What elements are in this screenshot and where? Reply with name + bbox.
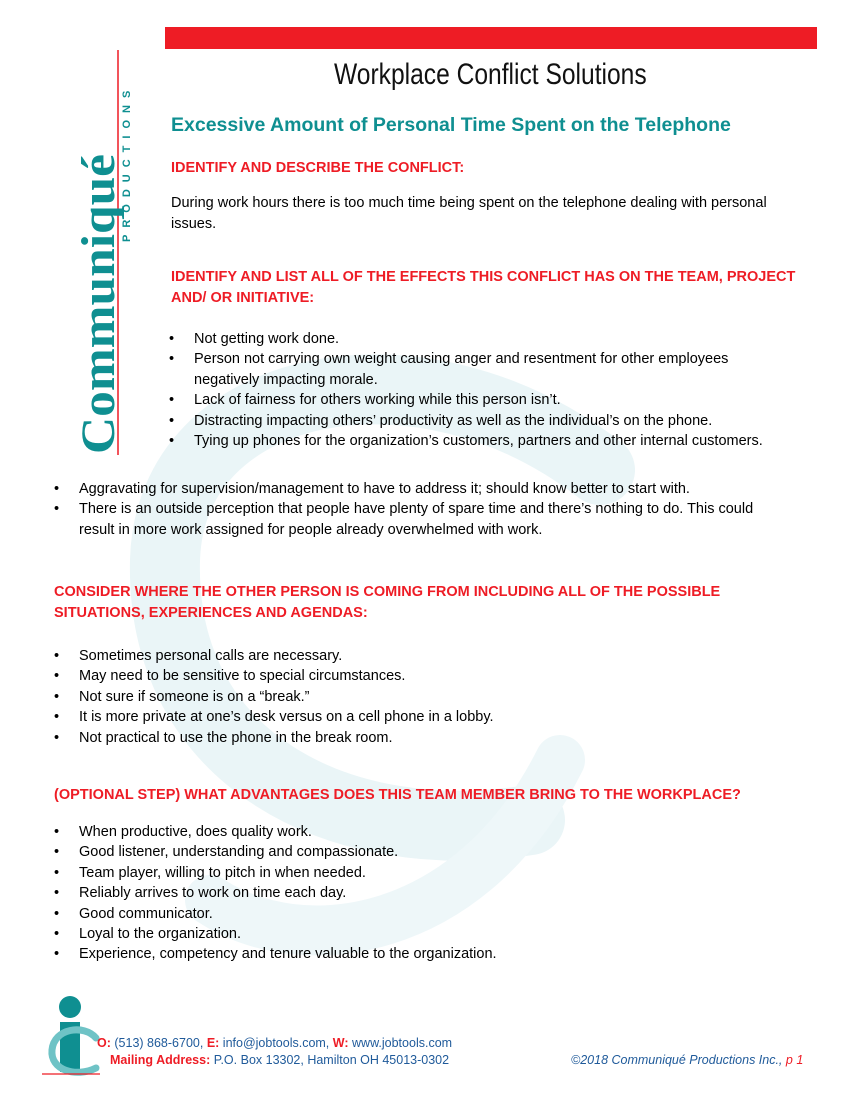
section-1-text: During work hours there is too much time being spent on the telephone dealing with personal issues. <box>171 195 767 232</box>
mailing-address: P.O. Box 13302, Hamilton OH 45013-0302 <box>213 1053 450 1067</box>
list-item: • When productive, does quality work. <box>54 822 774 842</box>
footer-contact <box>97 1036 452 1050</box>
footer-mailing <box>110 1053 449 1067</box>
header-bar <box>165 27 817 49</box>
list-item: • Sometimes personal calls are necessary. <box>54 646 774 666</box>
email-link[interactable]: info@jobtools.com, <box>222 1036 330 1050</box>
email-label: E: <box>206 1036 220 1050</box>
list-item: • Not practical to use the phone in the break room. <box>54 728 774 748</box>
list-item: • Distracting impacting others’ productivity as well as the individual’s on the phone. <box>169 411 789 431</box>
section-2-list <box>169 329 789 451</box>
list-item: • Not getting work done. <box>169 329 789 349</box>
section-3-list <box>54 646 774 748</box>
list-item: • Not sure if someone is on a “break.” <box>54 687 774 707</box>
list-item: • Person not carrying own weight causing anger and resentment for other employees negatively impacting morale. <box>169 349 789 390</box>
company-logo-vertical <box>70 50 140 460</box>
web-label: W: <box>332 1036 349 1050</box>
section-4-heading: (OPTIONAL STEP) WHAT ADVANTAGES DOES THIS TEAM MEMBER BRING TO THE WORKPLACE? <box>54 787 741 803</box>
phone-number: (513) 868-6700, <box>114 1036 204 1050</box>
list-item: • It is more private at one’s desk versus on a cell phone in a lobby. <box>54 707 774 727</box>
page-number: p 1 <box>785 1053 804 1067</box>
list-item: • Good listener, understanding and compassionate. <box>54 842 774 862</box>
list-item: • Reliably arrives to work on time each day. <box>54 883 774 903</box>
section-2-list-wide <box>54 479 774 540</box>
section-1-heading: IDENTIFY AND DESCRIBE THE CONFLICT: <box>171 160 465 176</box>
list-item: • Aggravating for supervision/management to have to address it; should know better to start with. <box>54 479 774 499</box>
page-subtitle: Excessive Amount of Personal Time Spent on the Telephone <box>171 114 731 136</box>
list-item: • Good communicator. <box>54 904 774 924</box>
web-link[interactable]: www.jobtools.com <box>352 1036 453 1050</box>
list-item: • There is an outside perception that people have plenty of spare time and there’s nothing to do. This could result in more work assigned for people already overwhelmed with work. <box>54 499 774 540</box>
list-item: • Loyal to the organization. <box>54 924 774 944</box>
footer-copyright <box>571 1053 803 1067</box>
section-3-heading: CONSIDER WHERE THE OTHER PERSON IS COMING FROM INCLUDING ALL OF THE POSSIBLE SITUATIONS, EXPERIENCES AND AGENDAS: <box>54 584 721 621</box>
phone-label: O: <box>97 1036 111 1050</box>
section-2-heading: IDENTIFY AND LIST ALL OF THE EFFECTS THIS CONFLICT HAS ON THE TEAM, PROJECT AND/ OR INITIATIVE: <box>171 269 796 306</box>
logo-tagline: PRODUCTIONS <box>121 83 133 242</box>
section-4-list <box>54 822 774 965</box>
page-title: Workplace Conflict Solutions <box>334 58 647 91</box>
list-item: • May need to be sensitive to special circumstances. <box>54 666 774 686</box>
logo-wordmark: Communiqué <box>72 173 125 454</box>
copyright-text: ©2018 Communiqué Productions Inc., <box>571 1053 783 1067</box>
list-item: • Team player, willing to pitch in when needed. <box>54 863 774 883</box>
mailing-label: Mailing Address: <box>110 1053 211 1067</box>
list-item: • Lack of fairness for others working while this person isn’t. <box>169 390 789 410</box>
list-item: • Experience, competency and tenure valuable to the organization. <box>54 944 774 964</box>
list-item: • Tying up phones for the organization’s customers, partners and other internal customers. <box>169 431 789 451</box>
